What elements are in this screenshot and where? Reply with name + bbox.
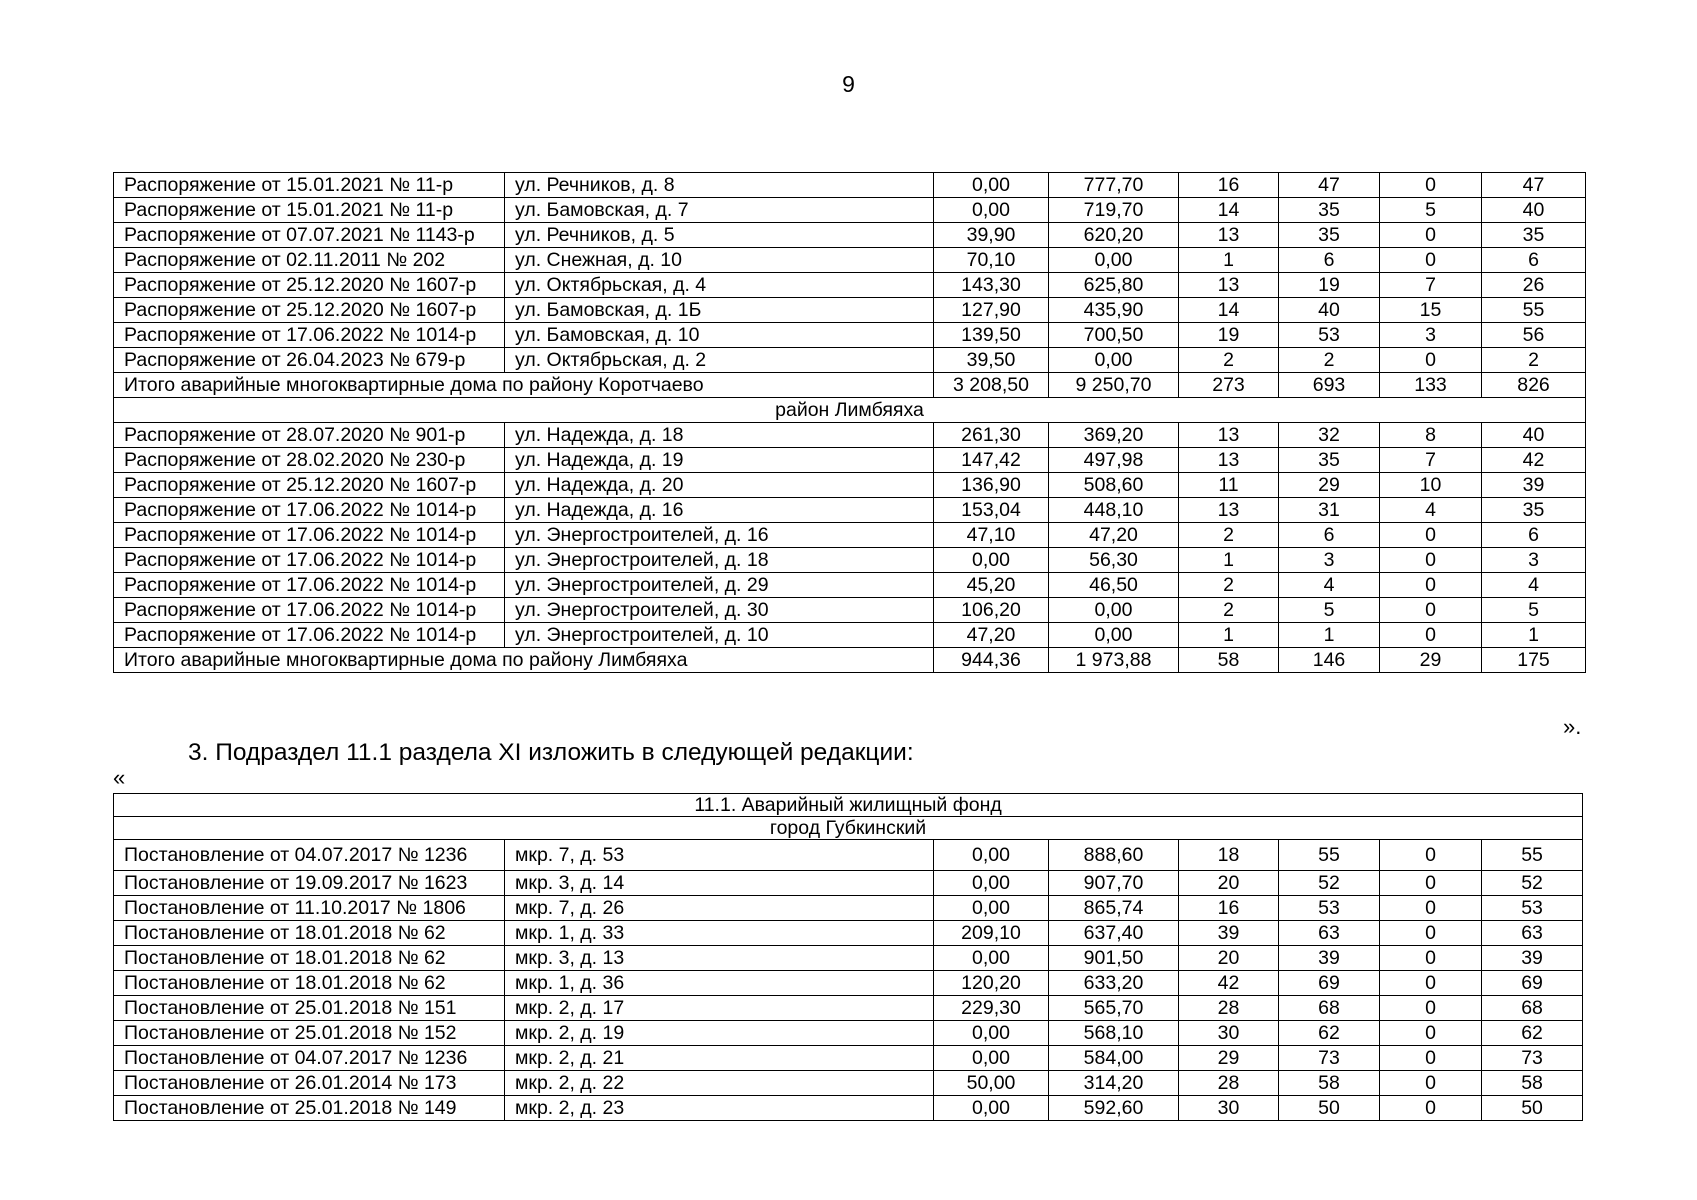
- value-cell: 5: [1279, 598, 1380, 623]
- value-cell: 0: [1380, 871, 1482, 896]
- table-row: [114, 971, 1583, 996]
- document-cell: Распоряжение от 15.01.2021 № 11-р: [114, 198, 505, 223]
- table-row: [114, 946, 1583, 971]
- address-cell: ул. Надежда, д. 19: [505, 448, 934, 473]
- opening-quote: «: [113, 765, 126, 790]
- value-cell: 777,70: [1049, 173, 1179, 198]
- value-cell: 13: [1179, 423, 1279, 448]
- table-row: [114, 896, 1583, 921]
- table-row: [114, 523, 1586, 548]
- value-cell: 0,00: [934, 946, 1049, 971]
- document-cell: Постановление от 18.01.2018 № 62: [114, 921, 505, 946]
- document-cell: Распоряжение от 28.02.2020 № 230-р: [114, 448, 505, 473]
- document-cell: Постановление от 19.09.2017 № 1623: [114, 871, 505, 896]
- closing-quote: ».: [1563, 714, 1582, 739]
- document-cell: Распоряжение от 25.12.2020 № 1607-р: [114, 298, 505, 323]
- value-cell: 1: [1179, 548, 1279, 573]
- value-cell: 0: [1380, 173, 1482, 198]
- value-cell: 0: [1380, 996, 1482, 1021]
- value-cell: 0: [1380, 971, 1482, 996]
- value-cell: 40: [1482, 198, 1586, 223]
- city-header: город Губкинский: [114, 817, 1583, 840]
- value-cell: 143,30: [934, 273, 1049, 298]
- address-cell: ул. Октябрьская, д. 4: [505, 273, 934, 298]
- address-cell: мкр. 7, д. 53: [505, 840, 934, 871]
- document-cell: Постановление от 18.01.2018 № 62: [114, 971, 505, 996]
- value-cell: 620,20: [1049, 223, 1179, 248]
- table-row: [114, 840, 1583, 871]
- address-cell: мкр. 2, д. 23: [505, 1096, 934, 1121]
- value-cell: 901,50: [1049, 946, 1179, 971]
- value-cell: 0,00: [1049, 248, 1179, 273]
- value-cell: 120,20: [934, 971, 1049, 996]
- value-cell: 18: [1179, 840, 1279, 871]
- value-cell: 55: [1279, 840, 1380, 871]
- address-cell: ул. Надежда, д. 18: [505, 423, 934, 448]
- table-title-row: [114, 794, 1583, 817]
- address-cell: ул. Надежда, д. 20: [505, 473, 934, 498]
- total-cell: 1 973,88: [1049, 648, 1179, 673]
- value-cell: 106,20: [934, 598, 1049, 623]
- value-cell: 637,40: [1049, 921, 1179, 946]
- table-row: [114, 548, 1586, 573]
- table-row: [114, 423, 1586, 448]
- table-row: [114, 473, 1586, 498]
- table-row: [114, 348, 1586, 373]
- value-cell: 47,20: [934, 623, 1049, 648]
- document-cell: Распоряжение от 17.06.2022 № 1014-р: [114, 523, 505, 548]
- value-cell: 5: [1482, 598, 1586, 623]
- value-cell: 39,90: [934, 223, 1049, 248]
- value-cell: 2: [1179, 348, 1279, 373]
- address-cell: мкр. 1, д. 33: [505, 921, 934, 946]
- value-cell: 53: [1279, 323, 1380, 348]
- value-cell: 50: [1482, 1096, 1583, 1121]
- value-cell: 0,00: [1049, 623, 1179, 648]
- total-cell: 133: [1380, 373, 1482, 398]
- value-cell: 3: [1279, 548, 1380, 573]
- table-row: [114, 198, 1586, 223]
- table-row: [114, 498, 1586, 523]
- value-cell: 147,42: [934, 448, 1049, 473]
- document-cell: Распоряжение от 15.01.2021 № 11-р: [114, 173, 505, 198]
- address-cell: мкр. 7, д. 26: [505, 896, 934, 921]
- value-cell: 2: [1179, 598, 1279, 623]
- address-cell: мкр. 3, д. 14: [505, 871, 934, 896]
- document-cell: Распоряжение от 26.04.2023 № 679-р: [114, 348, 505, 373]
- value-cell: 136,90: [934, 473, 1049, 498]
- value-cell: 435,90: [1049, 298, 1179, 323]
- document-cell: Постановление от 25.01.2018 № 149: [114, 1096, 505, 1121]
- value-cell: 30: [1179, 1021, 1279, 1046]
- value-cell: 13: [1179, 448, 1279, 473]
- value-cell: 369,20: [1049, 423, 1179, 448]
- address-cell: ул. Бамовская, д. 1Б: [505, 298, 934, 323]
- total-row-korotchaevo: [114, 373, 1586, 398]
- document-cell: Распоряжение от 02.11.2011 № 202: [114, 248, 505, 273]
- table-row: [114, 1071, 1583, 1096]
- total-cell: 826: [1482, 373, 1586, 398]
- value-cell: 584,00: [1049, 1046, 1179, 1071]
- value-cell: 42: [1482, 448, 1586, 473]
- table-row: [114, 223, 1586, 248]
- value-cell: 0: [1380, 348, 1482, 373]
- value-cell: 13: [1179, 223, 1279, 248]
- address-cell: ул. Бамовская, д. 7: [505, 198, 934, 223]
- value-cell: 63: [1482, 921, 1583, 946]
- value-cell: 633,20: [1049, 971, 1179, 996]
- address-cell: ул. Октябрьская, д. 2: [505, 348, 934, 373]
- value-cell: 0,00: [934, 1096, 1049, 1121]
- value-cell: 26: [1482, 273, 1586, 298]
- document-cell: Постановление от 11.10.2017 № 1806: [114, 896, 505, 921]
- address-cell: ул. Надежда, д. 16: [505, 498, 934, 523]
- document-cell: Распоряжение от 17.06.2022 № 1014-р: [114, 548, 505, 573]
- value-cell: 16: [1179, 896, 1279, 921]
- value-cell: 6: [1279, 523, 1380, 548]
- district-header-row: [114, 398, 1586, 423]
- value-cell: 4: [1279, 573, 1380, 598]
- value-cell: 153,04: [934, 498, 1049, 523]
- value-cell: 6: [1482, 523, 1586, 548]
- value-cell: 15: [1380, 298, 1482, 323]
- total-cell: 175: [1482, 648, 1586, 673]
- value-cell: 39: [1279, 946, 1380, 971]
- value-cell: 497,98: [1049, 448, 1179, 473]
- value-cell: 32: [1279, 423, 1380, 448]
- value-cell: 0: [1380, 248, 1482, 273]
- value-cell: 7: [1380, 273, 1482, 298]
- value-cell: 1: [1179, 623, 1279, 648]
- total-cell: 146: [1279, 648, 1380, 673]
- value-cell: 0,00: [934, 896, 1049, 921]
- total-label: Итого аварийные многоквартирные дома по району Лимбяяха: [114, 648, 934, 673]
- value-cell: 568,10: [1049, 1021, 1179, 1046]
- value-cell: 2: [1179, 523, 1279, 548]
- value-cell: 1: [1179, 248, 1279, 273]
- address-cell: ул. Энергостроителей, д. 29: [505, 573, 934, 598]
- address-cell: мкр. 2, д. 22: [505, 1071, 934, 1096]
- document-cell: Распоряжение от 17.06.2022 № 1014-р: [114, 623, 505, 648]
- value-cell: 13: [1179, 273, 1279, 298]
- value-cell: 5: [1380, 198, 1482, 223]
- value-cell: 0,00: [934, 1021, 1049, 1046]
- value-cell: 62: [1482, 1021, 1583, 1046]
- value-cell: 0,00: [934, 1046, 1049, 1071]
- address-cell: мкр. 3, д. 13: [505, 946, 934, 971]
- value-cell: 52: [1279, 871, 1380, 896]
- value-cell: 0,00: [1049, 348, 1179, 373]
- address-cell: мкр. 2, д. 17: [505, 996, 934, 1021]
- value-cell: 28: [1179, 996, 1279, 1021]
- document-cell: Постановление от 18.01.2018 № 62: [114, 946, 505, 971]
- value-cell: 0: [1380, 548, 1482, 573]
- document-cell: Распоряжение от 17.06.2022 № 1014-р: [114, 323, 505, 348]
- value-cell: 229,30: [934, 996, 1049, 1021]
- value-cell: 0: [1380, 840, 1482, 871]
- value-cell: 0: [1380, 1021, 1482, 1046]
- document-cell: Постановление от 04.07.2017 № 1236: [114, 840, 505, 871]
- document-cell: Постановление от 04.07.2017 № 1236: [114, 1046, 505, 1071]
- value-cell: 68: [1482, 996, 1583, 1021]
- table-row: [114, 598, 1586, 623]
- document-cell: Постановление от 25.01.2018 № 152: [114, 1021, 505, 1046]
- value-cell: 0: [1380, 1071, 1482, 1096]
- value-cell: 47,20: [1049, 523, 1179, 548]
- table-title: 11.1. Аварийный жилищный фонд: [114, 794, 1583, 817]
- value-cell: 719,70: [1049, 198, 1179, 223]
- value-cell: 14: [1179, 198, 1279, 223]
- page-number: 9: [842, 71, 855, 97]
- value-cell: 508,60: [1049, 473, 1179, 498]
- address-cell: ул. Речников, д. 5: [505, 223, 934, 248]
- total-row-limbyayakha: [114, 648, 1586, 673]
- table-row: [114, 1096, 1583, 1121]
- document-cell: Постановление от 26.01.2014 № 173: [114, 1071, 505, 1096]
- document-cell: Постановление от 25.01.2018 № 151: [114, 996, 505, 1021]
- address-cell: ул. Снежная, д. 10: [505, 248, 934, 273]
- value-cell: 52: [1482, 871, 1583, 896]
- value-cell: 0,00: [934, 840, 1049, 871]
- value-cell: 888,60: [1049, 840, 1179, 871]
- document-cell: Распоряжение от 25.12.2020 № 1607-р: [114, 273, 505, 298]
- value-cell: 40: [1482, 423, 1586, 448]
- table-row: [114, 871, 1583, 896]
- address-cell: ул. Речников, д. 8: [505, 173, 934, 198]
- value-cell: 53: [1482, 896, 1583, 921]
- address-cell: ул. Энергостроителей, д. 18: [505, 548, 934, 573]
- value-cell: 16: [1179, 173, 1279, 198]
- document-cell: Распоряжение от 28.07.2020 № 901-р: [114, 423, 505, 448]
- value-cell: 47: [1482, 173, 1586, 198]
- value-cell: 700,50: [1049, 323, 1179, 348]
- value-cell: 42: [1179, 971, 1279, 996]
- value-cell: 56,30: [1049, 548, 1179, 573]
- value-cell: 35: [1482, 223, 1586, 248]
- value-cell: 0: [1380, 523, 1482, 548]
- value-cell: 46,50: [1049, 573, 1179, 598]
- document-cell: Распоряжение от 07.07.2021 № 1143-р: [114, 223, 505, 248]
- value-cell: 209,10: [934, 921, 1049, 946]
- value-cell: 29: [1179, 1046, 1279, 1071]
- value-cell: 4: [1380, 498, 1482, 523]
- value-cell: 261,30: [934, 423, 1049, 448]
- table-row: [114, 173, 1586, 198]
- total-label: Итого аварийные многоквартирные дома по району Коротчаево: [114, 373, 934, 398]
- value-cell: 865,74: [1049, 896, 1179, 921]
- table-row: [114, 248, 1586, 273]
- total-cell: 273: [1179, 373, 1279, 398]
- value-cell: 39,50: [934, 348, 1049, 373]
- value-cell: 69: [1279, 971, 1380, 996]
- value-cell: 0: [1380, 573, 1482, 598]
- value-cell: 39: [1482, 946, 1583, 971]
- value-cell: 40: [1279, 298, 1380, 323]
- value-cell: 0,00: [934, 548, 1049, 573]
- value-cell: 63: [1279, 921, 1380, 946]
- value-cell: 3: [1380, 323, 1482, 348]
- value-cell: 45,20: [934, 573, 1049, 598]
- value-cell: 2: [1179, 573, 1279, 598]
- table-row: [114, 996, 1583, 1021]
- value-cell: 35: [1482, 498, 1586, 523]
- value-cell: 39: [1179, 921, 1279, 946]
- value-cell: 39: [1482, 473, 1586, 498]
- value-cell: 73: [1279, 1046, 1380, 1071]
- value-cell: 13: [1179, 498, 1279, 523]
- value-cell: 47,10: [934, 523, 1049, 548]
- value-cell: 19: [1279, 273, 1380, 298]
- value-cell: 0: [1380, 223, 1482, 248]
- value-cell: 6: [1279, 248, 1380, 273]
- value-cell: 139,50: [934, 323, 1049, 348]
- value-cell: 127,90: [934, 298, 1049, 323]
- value-cell: 31: [1279, 498, 1380, 523]
- value-cell: 0: [1380, 896, 1482, 921]
- table-row: [114, 323, 1586, 348]
- value-cell: 19: [1179, 323, 1279, 348]
- value-cell: 50,00: [934, 1071, 1049, 1096]
- table-row: [114, 1046, 1583, 1071]
- address-cell: мкр. 2, д. 19: [505, 1021, 934, 1046]
- district-header: район Лимбяяха: [114, 398, 1586, 423]
- city-header-row: [114, 817, 1583, 840]
- value-cell: 10: [1380, 473, 1482, 498]
- address-cell: ул. Энергостроителей, д. 16: [505, 523, 934, 548]
- address-cell: мкр. 1, д. 36: [505, 971, 934, 996]
- value-cell: 0,00: [1049, 598, 1179, 623]
- emergency-housing-table-gubkinsky: [113, 793, 1583, 1121]
- value-cell: 30: [1179, 1096, 1279, 1121]
- total-cell: 3 208,50: [934, 373, 1049, 398]
- table-row: [114, 573, 1586, 598]
- total-cell: 29: [1380, 648, 1482, 673]
- value-cell: 20: [1179, 871, 1279, 896]
- value-cell: 73: [1482, 1046, 1583, 1071]
- value-cell: 907,70: [1049, 871, 1179, 896]
- value-cell: 0: [1380, 1046, 1482, 1071]
- value-cell: 565,70: [1049, 996, 1179, 1021]
- document-cell: Распоряжение от 17.06.2022 № 1014-р: [114, 573, 505, 598]
- value-cell: 47: [1279, 173, 1380, 198]
- value-cell: 314,20: [1049, 1071, 1179, 1096]
- value-cell: 14: [1179, 298, 1279, 323]
- table-row: [114, 448, 1586, 473]
- document-cell: Распоряжение от 17.06.2022 № 1014-р: [114, 598, 505, 623]
- total-cell: 944,36: [934, 648, 1049, 673]
- value-cell: 70,10: [934, 248, 1049, 273]
- emergency-housing-table-continued: [113, 172, 1586, 673]
- value-cell: 55: [1482, 298, 1586, 323]
- value-cell: 0,00: [934, 173, 1049, 198]
- value-cell: 448,10: [1049, 498, 1179, 523]
- document-cell: Распоряжение от 17.06.2022 № 1014-р: [114, 498, 505, 523]
- value-cell: 56: [1482, 323, 1586, 348]
- table-row: [114, 623, 1586, 648]
- table-row: [114, 273, 1586, 298]
- address-cell: ул. Энергостроителей, д. 30: [505, 598, 934, 623]
- document-cell: Распоряжение от 25.12.2020 № 1607-р: [114, 473, 505, 498]
- address-cell: ул. Бамовская, д. 10: [505, 323, 934, 348]
- address-cell: мкр. 2, д. 21: [505, 1046, 934, 1071]
- value-cell: 35: [1279, 448, 1380, 473]
- value-cell: 0: [1380, 623, 1482, 648]
- value-cell: 625,80: [1049, 273, 1179, 298]
- value-cell: 53: [1279, 896, 1380, 921]
- value-cell: 20: [1179, 946, 1279, 971]
- section-instruction: 3. Подраздел 11.1 раздела XI изложить в следующей редакции:: [188, 739, 914, 766]
- value-cell: 1: [1279, 623, 1380, 648]
- value-cell: 0,00: [934, 871, 1049, 896]
- value-cell: 58: [1482, 1071, 1583, 1096]
- value-cell: 6: [1482, 248, 1586, 273]
- value-cell: 0: [1380, 598, 1482, 623]
- value-cell: 8: [1380, 423, 1482, 448]
- table-row: [114, 298, 1586, 323]
- value-cell: 29: [1279, 473, 1380, 498]
- value-cell: 35: [1279, 198, 1380, 223]
- value-cell: 592,60: [1049, 1096, 1179, 1121]
- value-cell: 68: [1279, 996, 1380, 1021]
- value-cell: 0: [1380, 921, 1482, 946]
- value-cell: 28: [1179, 1071, 1279, 1096]
- table-row: [114, 921, 1583, 946]
- value-cell: 0: [1380, 1096, 1482, 1121]
- value-cell: 0: [1380, 946, 1482, 971]
- value-cell: 62: [1279, 1021, 1380, 1046]
- total-cell: 58: [1179, 648, 1279, 673]
- value-cell: 35: [1279, 223, 1380, 248]
- value-cell: 3: [1482, 548, 1586, 573]
- value-cell: 58: [1279, 1071, 1380, 1096]
- value-cell: 4: [1482, 573, 1586, 598]
- value-cell: 11: [1179, 473, 1279, 498]
- address-cell: ул. Энергостроителей, д. 10: [505, 623, 934, 648]
- total-cell: 693: [1279, 373, 1380, 398]
- value-cell: 69: [1482, 971, 1583, 996]
- value-cell: 50: [1279, 1096, 1380, 1121]
- value-cell: 2: [1482, 348, 1586, 373]
- value-cell: 7: [1380, 448, 1482, 473]
- value-cell: 0,00: [934, 198, 1049, 223]
- value-cell: 1: [1482, 623, 1586, 648]
- table-row: [114, 1021, 1583, 1046]
- value-cell: 55: [1482, 840, 1583, 871]
- total-cell: 9 250,70: [1049, 373, 1179, 398]
- value-cell: 2: [1279, 348, 1380, 373]
